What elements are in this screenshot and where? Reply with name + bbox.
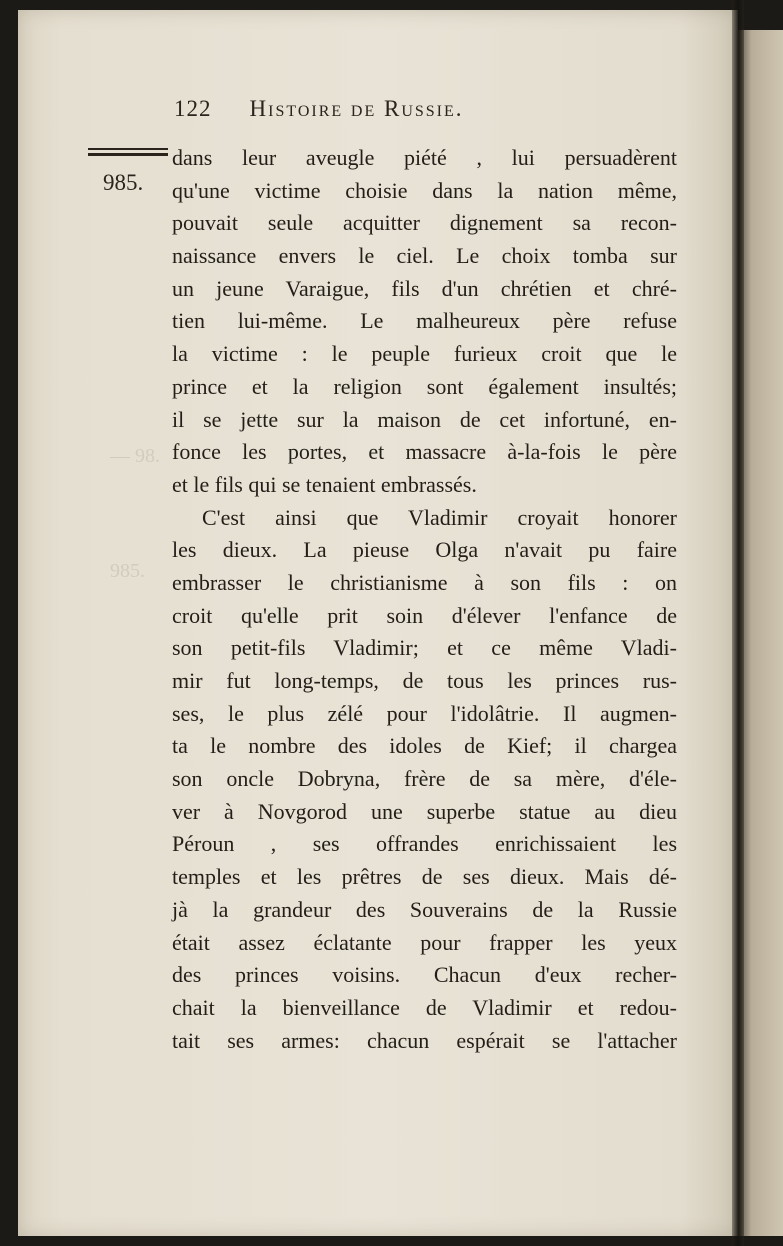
text-line: croit qu'elle prit soin d'élever l'enfance de [172,602,677,628]
show-through-mark: — 98. [110,445,160,467]
text-line: jà la grandeur des Souverains de la Russie [172,896,677,922]
margin-rule [88,148,168,159]
body-text [172,142,677,1057]
running-title: Histoire de Russie. [249,96,464,121]
text-line: chait la bienveillance de Vladimir et redou- [172,994,677,1020]
text-line: temples et les prêtres de ses dieux. Mais dé- [172,864,677,890]
text-line: un jeune Varaigue, fils d'un chrétien et chré- [172,275,677,301]
margin-year: 985. [103,170,144,195]
text-line: les dieux. La pieuse Olga n'avait pu faire [172,537,677,563]
show-through-mark: 985. [110,560,145,582]
text-line: pouvait seule acquitter dignement sa recon- [172,210,677,236]
text-line: naissance envers le ciel. Le choix tomba sur [172,243,677,269]
text-line: tait ses armes: chacun espérait se l'attacher [172,1027,677,1053]
text-line: était assez éclatante pour frapper les yeux [172,929,677,955]
text-line: il se jette sur la maison de cet infortuné, en- [172,406,677,432]
text-line: tien lui-même. Le malheureux père refuse [172,308,677,334]
text-line: la victime : le peuple furieux croit que le [172,341,677,367]
text-line: mir fut long-temps, de tous les princes rus- [172,668,677,693]
text-line: et le fils qui se tenaient embrassés. [172,471,477,497]
text-line: ta le nombre des idoles de Kief; il chargea [172,733,677,759]
text-line: ses, le plus zélé pour l'idolâtrie. Il augmen- [172,700,677,726]
text-line: dans leur aveugle piété , lui persuadèrent [172,145,677,170]
text-line: C'est ainsi que Vladimir croyait honorer [202,504,677,530]
running-header [174,96,464,122]
page-number: 122 [174,96,212,121]
text-line: embrasser le christianisme à son fils : on [172,569,677,595]
text-line: prince et la religion sont également insultés; [172,373,677,399]
text-line: qu'une victime choisie dans la nation même, [172,177,677,203]
text-line: Péroun , ses offrandes enrichissaient les [172,831,677,857]
facing-page-edge [738,30,783,1236]
text-line: des princes voisins. Chacun d'eux recher- [172,962,677,988]
text-line: son oncle Dobryna, frère de sa mère, d'éle- [172,766,677,792]
book-gutter [732,0,744,1246]
text-line: fonce les portes, et massacre à-la-fois le père [172,439,677,465]
text-line: ver à Novgorod une superbe statue au dieu [172,798,677,824]
text-line: son petit-fils Vladimir; et ce même Vladi- [172,635,677,661]
